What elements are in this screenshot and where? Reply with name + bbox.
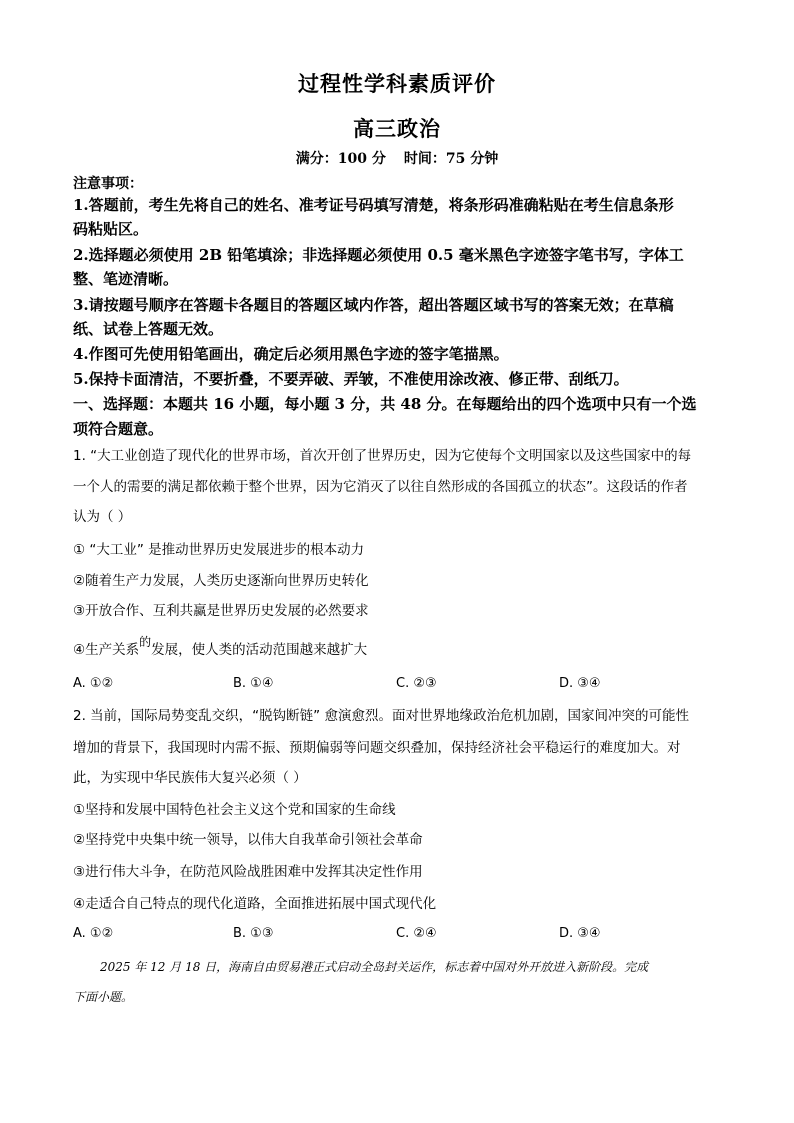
score-time-line: [0, 148, 794, 168]
question-1-choice-d: D. ③④: [559, 676, 601, 691]
note-3-line-2: 纸、试卷上答题无效。: [73, 320, 224, 338]
section-1-heading-line-2: 项符合题意。: [73, 420, 164, 438]
exam-title: 过程性学科素质评价: [298, 71, 496, 96]
question-1-statement-4: [73, 635, 368, 660]
question-2-stem-line-2: 增加的背景下，我国现时内需不振、预期偏弱等问题交织叠加，保持经济社会平稳运行的难度加大。对: [73, 740, 681, 756]
note-1-line-2: 码粘贴区。: [73, 220, 149, 238]
question-2-stem-line-3: 此，为实现中华民族伟大复兴必须（ ）: [73, 770, 307, 786]
question-2-statement-1: ①坚持和发展中国特色社会主义这个党和国家的生命线: [73, 802, 396, 818]
question-2-statement-4: ④走适合自己特点的现代化道路，全面推进拓展中国式现代化: [73, 896, 437, 912]
subject-title: 高三政治: [353, 116, 441, 141]
question-1-choice-c: C. ②③: [396, 676, 437, 691]
note-2-line-2: 整、笔迹清晰。: [73, 270, 179, 288]
question-2-statement-2: ②坚持党中央集中统一领导，以伟大自我革命引领社会革命: [73, 832, 423, 848]
question-2-choice-b: B. ①③: [233, 926, 274, 941]
statement-4-prefix: ④生产关系: [73, 642, 140, 658]
question-1-choice-b: B. ①④: [233, 676, 274, 691]
section-1-heading-line-1: 一、选择题：本题共 16 小题，每小题 3 分，共 48 分。在每题给出的四个选项中只有一个选: [73, 395, 697, 413]
note-3-line-1: 3.请按题号顺序在答题卡各题目的答题区域内作答，超出答题区域书写的答案无效；在草稿: [73, 296, 674, 314]
question-2-choice-d: D. ③④: [559, 926, 601, 941]
question-1-stem-line-2: 一个人的需要的满足都依赖于整个世界，因为它消灭了以往自然形成的各国孤立的状态”。这段话的作者: [73, 479, 688, 495]
question-1-stem-line-1: 1. “大工业创造了现代化的世界市场，首次开创了世界历史，因为它使每个文明国家以及这些国家中的每: [73, 448, 692, 464]
question-1-statement-2: ②随着生产力发展，人类历史逐渐向世界历史转化: [73, 573, 369, 589]
time-limit: 时间：75 分钟: [403, 151, 499, 167]
full-score: 满分：100 分: [295, 151, 386, 167]
note-1-line-1: 1.答题前，考生先将自己的姓名、准考证号码填写清楚，将条形码准确粘贴在考生信息条形: [73, 196, 674, 214]
question-1-statement-1: ① “大工业” 是推动世界历史发展进步的根本动力: [73, 542, 365, 558]
statement-4-superscript: 的: [139, 635, 152, 649]
note-2-line-1: 2.选择题必须使用 2B 铅笔填涂；非选择题必须使用 0.5 毫米黑色字迹签字笔书写，字体工: [73, 246, 684, 264]
question-1-statement-3: ③开放合作、互利共赢是世界历史发展的必然要求: [73, 603, 369, 619]
material-intro-line-1: 2025 年 12 月 18 日，海南自由贸易港正式启动全岛封关运作，标志着中国对外开放进入新阶段。完成: [100, 960, 649, 974]
material-intro-line-2: 下面小题。: [73, 990, 134, 1004]
question-2-stem-line-1: 2. 当前，国际局势变乱交织，“脱钩断链” 愈演愈烈。面对世界地缘政治危机加剧，国家间冲突的可能性: [73, 708, 689, 724]
question-2-statement-3: ③进行伟大斗争，在防范风险战胜困难中发挥其决定性作用: [73, 864, 423, 880]
notes-heading: 注意事项：: [73, 176, 143, 192]
question-2-choice-c: C. ②④: [396, 926, 437, 941]
question-1-stem-line-3: 认为（ ）: [73, 509, 132, 525]
statement-4-suffix: 发展，使人类的活动范围越来越扩大: [151, 642, 368, 658]
question-1-choice-a: A. ①②: [73, 676, 114, 691]
question-2-choice-a: A. ①②: [73, 926, 114, 941]
note-4: 4.作图可先使用铅笔画出，确定后必须用黑色字迹的签字笔描黑。: [73, 345, 509, 363]
note-5: 5.保持卡面清洁，不要折叠，不要弄破、弄皱，不准使用涂改液、修正带、刮纸刀。: [73, 370, 629, 388]
